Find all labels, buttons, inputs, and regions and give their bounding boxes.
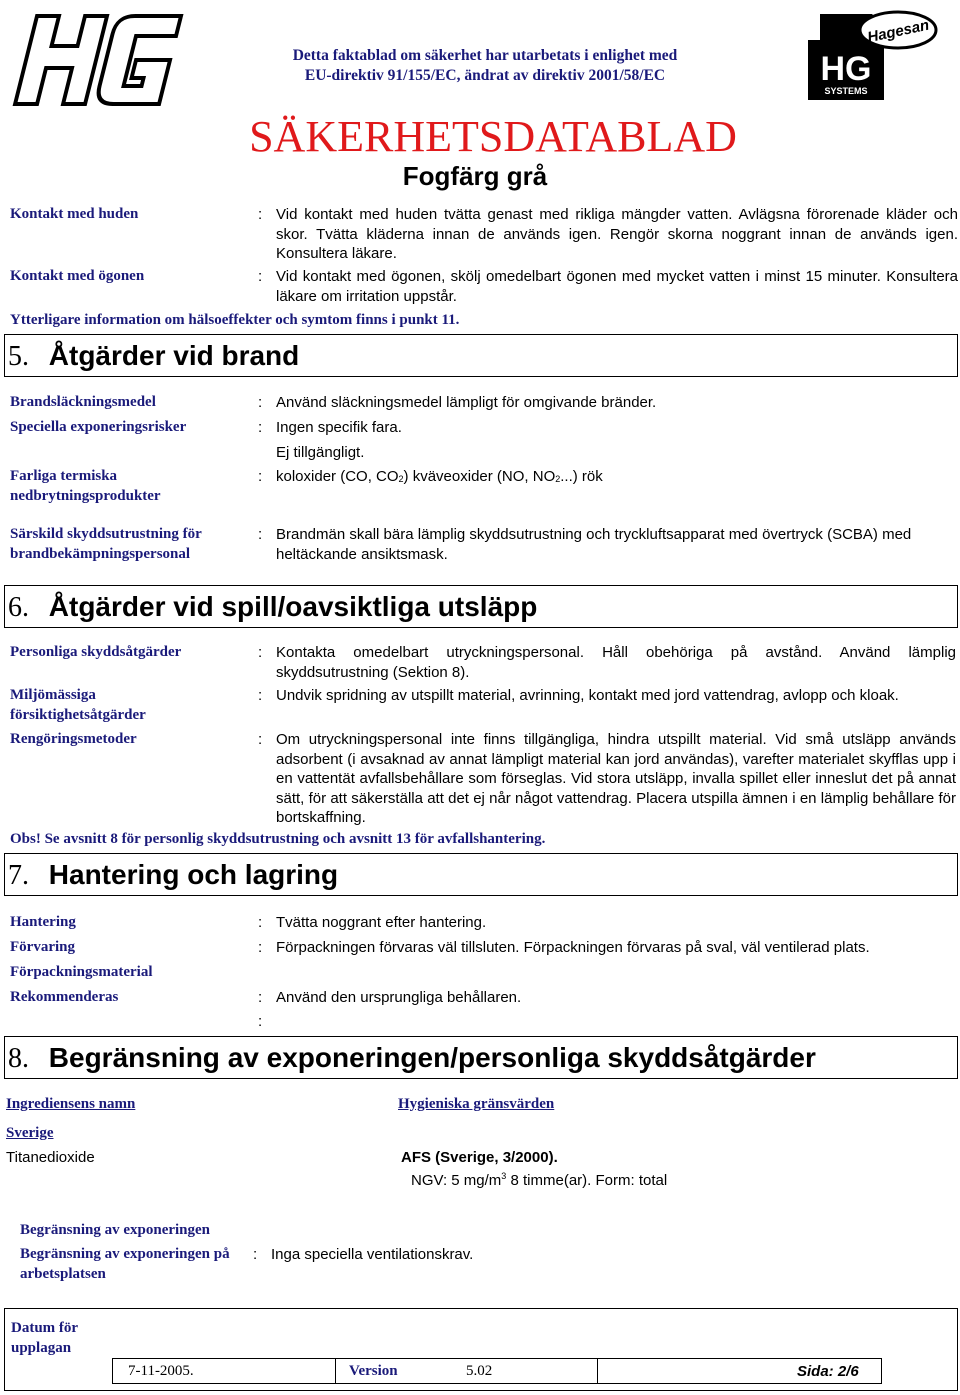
page-number: Sida: 2/6 xyxy=(797,1363,859,1380)
personal-precautions-label: Personliga skyddsåtgärder xyxy=(10,644,182,660)
ingredient-name: Titanedioxide xyxy=(6,1149,95,1166)
colon: : xyxy=(258,206,263,223)
extinguish-label: Brandsläckningsmedel xyxy=(10,394,156,410)
decomposition-label: Farliga termiska nedbrytningsprodukter xyxy=(10,468,161,504)
limit-value: NGV: 5 $mg/m^3$ 8 timme(ar). Form: total xyxy=(411,1171,668,1189)
section-5-title: Åtgärder vid brand xyxy=(48,340,300,371)
extinguish-text: Använd släckningsmedel lämpligt för omgivande bränder. xyxy=(276,394,657,411)
section-6-number: 6. xyxy=(8,592,29,623)
colon: : xyxy=(258,419,263,436)
section-8-number: 8. xyxy=(8,1043,29,1074)
environmental-precautions-text: Undvik spridning av utspillt material, avrinning, kontakt med jord vattendrag, avlopp och kloak. xyxy=(276,687,899,704)
directive-line-2: EU-direktiv 91/155/EC, ändrat av direktiv 2001/58/EC xyxy=(304,67,666,84)
packaging-label: Förpackningsmaterial xyxy=(10,964,153,980)
skin-contact-label: Kontakt med huden xyxy=(10,206,139,222)
section-8-title: Begränsning av exponeringen/personliga skyddsåtgärder xyxy=(48,1042,816,1073)
directive-line-1: Detta faktablad om säkerhet har utarbetats i enlighet med xyxy=(292,47,678,64)
recommended-text: Använd den ursprungliga behållaren. xyxy=(276,989,522,1006)
section-6-note: Obs! Se avsnitt 8 för personlig skyddsutrustning och avsnitt 13 för avfallshantering. xyxy=(10,831,546,847)
hagesan-hg-text: HG xyxy=(820,50,872,88)
cleanup-methods-label: Rengöringsmetoder xyxy=(10,731,137,747)
workplace-exposure-text: Inga speciella ventilationskrav. xyxy=(271,1246,474,1263)
hagesan-systems-text: SYSTEMS xyxy=(824,86,868,96)
ingredient-column-header: Ingrediensens namn xyxy=(6,1096,136,1112)
hg-logo-icon xyxy=(6,4,190,116)
colon: : xyxy=(258,731,263,748)
recommended-label: Rekommenderas xyxy=(10,989,119,1005)
section-5-heading xyxy=(8,340,299,373)
health-info-note: Ytterligare information om hälsoeffekter och symtom finns i punkt 11. xyxy=(10,312,460,328)
handling-text: Tvätta noggrant efter hantering. xyxy=(276,914,487,931)
hagesan-logo xyxy=(808,8,938,100)
colon: : xyxy=(258,394,263,411)
hagesan-brand-text: Hagesan xyxy=(865,16,931,47)
section-7-number: 7. xyxy=(8,860,29,891)
section-7-title: Hantering och lagring xyxy=(48,859,339,890)
section-8-heading xyxy=(8,1042,816,1075)
edition-date: 7-11-2005. xyxy=(128,1363,194,1379)
special-risks-label: Speciella exponeringsrisker xyxy=(10,419,187,435)
colon: : xyxy=(258,939,263,956)
footer-divider-1 xyxy=(335,1358,336,1384)
colon: : xyxy=(258,644,263,661)
hg-logo-left xyxy=(6,4,190,116)
limit-source: AFS (Sverige, 3/2000). xyxy=(401,1149,558,1166)
section-7-heading xyxy=(8,859,338,892)
cleanup-methods-text: Om utryckningspersonal inte finns tillgängliga, hindra utspillt material. Vid små utsläpp används adsorbent (i avsaknad av annat lämpligt material kan jord användas), varefter materialet skyfflas upp i en vattentät avfallsbehållare som förseglas. Vid stora utsläpp, invalla spillet eller inneslut det på annat sätt, för att säkerställa att det ej når något vattendrag. Placera utspilla ämnen i en lämplig behållare för bortskaffning. xyxy=(276,731,956,826)
limits-column-header: Hygieniska gränsvärden xyxy=(398,1096,555,1112)
handling-label: Hantering xyxy=(10,914,76,930)
version-label: Version xyxy=(349,1363,398,1379)
decomposition-text: koloxider (CO, $CO_2$) kväveoxider (NO, $NO_2$...) rök xyxy=(276,468,603,485)
edition-date-label: Datum för upplagan xyxy=(11,1320,78,1356)
storage-text: Förpackningen förvaras väl tillsluten. Förpackningen förvaras på sval, väl ventilerad plats. xyxy=(276,939,870,956)
colon: : xyxy=(258,687,263,704)
section-6-title: Åtgärder vid spill/oavsiktliga utsläpp xyxy=(48,591,538,622)
colon: : xyxy=(258,1013,263,1030)
skin-contact-text: Vid kontakt med huden tvätta genast med rikliga mängder vatten. Avlägsna förorenade kläder och skor. Tvätta kläderna innan de används igen. Rengör skorna noggrant innan de används igen. Konsultera läkare. xyxy=(276,206,958,262)
product-name: Fogfärg grå xyxy=(402,161,548,191)
special-risks-text: Ingen specifik fara. xyxy=(276,419,402,436)
environmental-precautions-label: Miljömässiga försiktighetsåtgärder xyxy=(10,687,146,723)
storage-label: Förvaring xyxy=(10,939,75,955)
footer-bar xyxy=(112,1358,882,1384)
section-5-number: 5. xyxy=(8,341,29,372)
doc-title: SÄKERHETSDATABLAD xyxy=(249,112,737,161)
country-heading: Sverige xyxy=(6,1125,54,1141)
colon: : xyxy=(258,468,263,485)
section-6-heading xyxy=(8,591,537,624)
exposure-controls-label: Begränsning av exponeringen xyxy=(20,1222,211,1238)
personal-precautions-text: Kontakta omedelbart utryckningspersonal. Håll obehöriga på avstånd. Använd lämplig skyddsutrustning (Sektion 8). xyxy=(276,644,956,681)
colon: : xyxy=(258,914,263,931)
protective-equipment-text: Brandmän skall bära lämplig skyddsutrustning och tryckluftsapparat med övertryck (SCBA) med heltäckande ansiktsmask. xyxy=(276,526,912,563)
footer-divider-2 xyxy=(597,1358,598,1384)
colon: : xyxy=(258,268,263,285)
hagesan-logo-icon xyxy=(808,8,938,100)
eye-contact-text: Vid kontakt med ögonen, skölj omedelbart ögonen med mycket vatten i minst 15 minuter. Konsultera läkare om irritation uppstår. xyxy=(276,268,958,305)
colon: : xyxy=(258,526,263,543)
directive-text xyxy=(250,46,720,86)
eye-contact-label: Kontakt med ögonen xyxy=(10,268,145,284)
special-risks-text-2: Ej tillgängligt. xyxy=(276,444,365,461)
version-number: 5.02 xyxy=(466,1363,493,1379)
workplace-exposure-label: Begränsning av exponeringen på arbetsplatsen xyxy=(20,1246,230,1282)
protective-equipment-label: Särskild skyddsutrustning för brandbekämpningspersonal xyxy=(10,526,202,562)
colon: : xyxy=(258,989,263,1006)
colon: : xyxy=(253,1246,258,1263)
